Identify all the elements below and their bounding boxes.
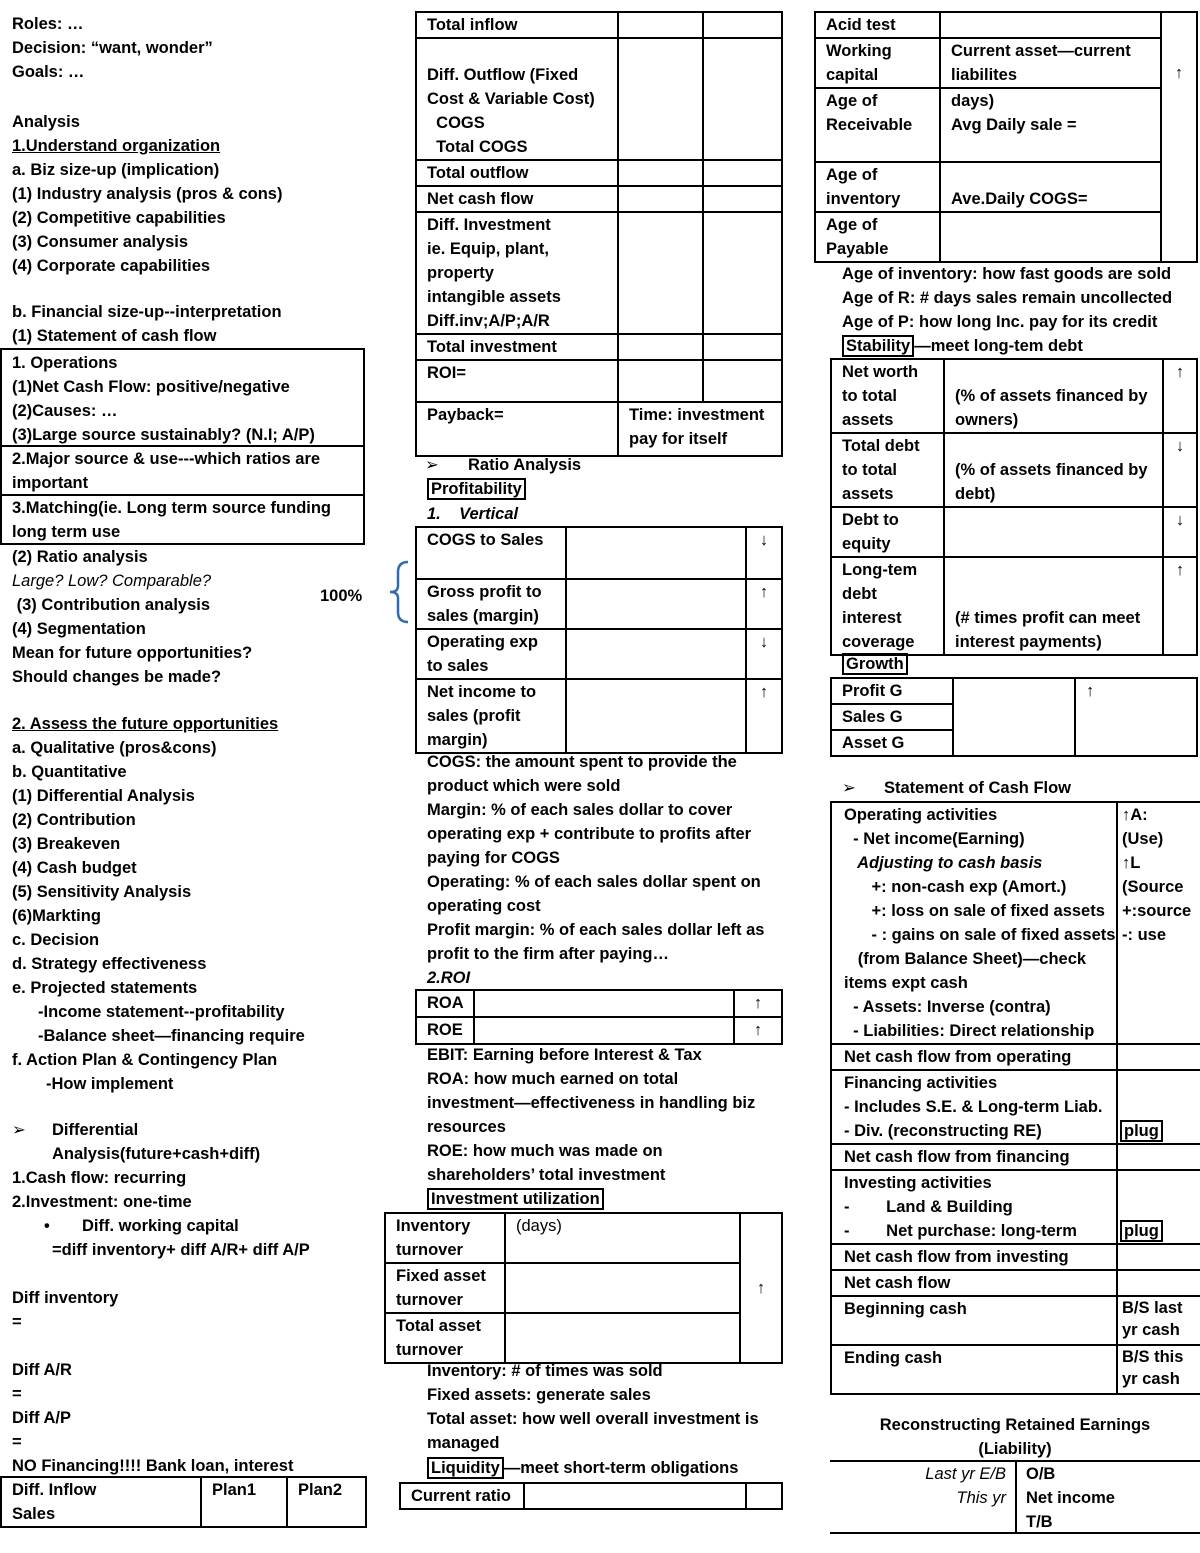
ratio-label: COGS to Sales (416, 527, 566, 579)
outline-line: a. Biz size-up (implication) (12, 161, 220, 179)
profitability-label: Profitability (427, 478, 526, 500)
note-line: Total asset: how well overall investment is (427, 1410, 759, 1428)
liq-label: Age of Receivable (815, 88, 940, 162)
pointer-icon: ➢ (842, 779, 856, 797)
stab-label: Total debt to total assets (831, 433, 944, 507)
major-source-box (0, 445, 365, 496)
note-line: ROA: how much earned on total (427, 1070, 679, 1088)
note-line: operating exp + contribute to profits after (427, 825, 752, 843)
net-cash-flow: Net cash flow (831, 1270, 1117, 1296)
decision-line: Decision: “want, wonder” (12, 39, 213, 57)
retained-earnings-subtitle: (Liability) (978, 1440, 1052, 1458)
liq-label: Age of Payable (815, 212, 940, 262)
outline-line: Should changes be made? (12, 668, 222, 686)
cash-row-label: Total outflow (416, 160, 618, 186)
util-value: (days) (505, 1213, 740, 1263)
cash-flow-table (415, 11, 783, 457)
roi-label: ROI= (416, 360, 618, 402)
differential-heading: Differential (52, 1121, 139, 1139)
stab-value: (# times profit can meet interest payments) (944, 557, 1163, 655)
box-line: important (12, 474, 89, 492)
outline-line: (4) Segmentation (12, 620, 146, 638)
arrow-down-icon: ↓ (1163, 433, 1197, 507)
outline-line: 1.Cash flow: recurring (12, 1169, 187, 1187)
investing-activities: Investing activities - Land & Building - Net purchase: long-term (831, 1170, 1117, 1244)
arrow-up-icon: ↑ (1163, 557, 1197, 655)
note-line: Inventory: # of times was sold (427, 1362, 663, 1380)
note-line: Age of inventory: how fast goods are sold (842, 265, 1172, 283)
current-ratio-label: Current ratio (400, 1483, 524, 1509)
outline-line: Diff A/R (12, 1361, 72, 1379)
outline-line: (6)Markting (12, 907, 101, 925)
box-line: 2.Major source & use---which ratios are (12, 450, 321, 468)
cash-row-label: Total inflow (416, 12, 618, 38)
vertical-ratio-table (415, 526, 783, 754)
growth-label: Growth (842, 653, 908, 675)
outline-line: = (12, 1313, 22, 1331)
liquidity-note: —meet short-term obligations (503, 1459, 739, 1477)
plan-row-label: Diff. Inflow Sales (1, 1477, 201, 1527)
liq-value: days) Avg Daily sale = (940, 88, 1161, 162)
brace-icon (384, 560, 414, 624)
note-line: Fixed assets: generate sales (427, 1386, 651, 1404)
cash-flow-statement-table (830, 801, 1200, 1395)
liquidity-table (814, 11, 1198, 263)
note-line: EBIT: Earning before Interest & Tax (427, 1046, 702, 1064)
note-line: shareholders’ total investment (427, 1166, 666, 1184)
goals-line: Goals: … (12, 63, 85, 81)
liquidity-label: Liquidity (427, 1457, 504, 1479)
outline-line: e. Projected statements (12, 979, 198, 997)
outline-line: b. Financial size-up--interpretation (12, 303, 282, 321)
note-line: Operating: % of each sales dollar spent on (427, 873, 761, 891)
box-line: (2)Causes: … (12, 402, 118, 420)
note-line: investment—effectiveness in handling biz (427, 1094, 756, 1112)
roe-label: ROE (416, 1017, 474, 1044)
stability-table (830, 358, 1198, 656)
roles-line: Roles: … (12, 15, 84, 33)
outline-line: -Balance sheet—financing require (38, 1027, 305, 1045)
note-line: Margin: % of each sales dollar to cover (427, 801, 733, 819)
outline-line: b. Quantitative (12, 763, 127, 781)
outline-line: Large? Low? Comparable? (12, 572, 212, 590)
net-cash-investing: Net cash flow from investing (831, 1244, 1117, 1270)
outline-line: Mean for future opportunities? (12, 644, 253, 662)
ratio-label: Net income to sales (profit margin) (416, 679, 566, 753)
ratio-label: Gross profit to sales (margin) (416, 579, 566, 629)
investment-utilization-label: Investment utilization (427, 1188, 604, 1210)
cash-row-label: Total investment (416, 334, 618, 360)
box-line: 1. Operations (12, 354, 118, 372)
outline-line: (2) Competitive capabilities (12, 209, 226, 227)
ending-cash: Ending cash (831, 1345, 1117, 1394)
re-right-label: T/B (1026, 1513, 1053, 1531)
t-account-divider (1015, 1460, 1017, 1532)
outline-line: (1) Differential Analysis (12, 787, 195, 805)
outline-line: (1) Industry analysis (pros & cons) (12, 185, 283, 203)
box-line: 3.Matching(ie. Long term source funding (12, 499, 332, 517)
current-ratio-table (399, 1482, 783, 1510)
arrow-up-icon: ↑ (740, 1213, 782, 1363)
liq-value: Ave.Daily COGS= (940, 162, 1161, 212)
note-line: Profit margin: % of each sales dollar left as (427, 921, 765, 939)
plug-label: plug (1120, 1120, 1163, 1142)
plug-cell (1117, 1070, 1200, 1144)
outline-line: (2) Ratio analysis (12, 548, 148, 566)
plan-table (0, 1476, 367, 1528)
ending-cash-note: B/S this yr cash (1117, 1345, 1200, 1394)
retained-earnings-title: Reconstructing Retained Earnings (879, 1416, 1151, 1434)
note-line: Age of R: # days sales remain uncollected (842, 289, 1173, 307)
operating-activities: Operating activities - Net income(Earning) Adjusting to cash basis +: non-cash exp (Amort.) +: loss on sale of fixed assets - : gains on sale of fixed assets (from Balance Sheet)—check items expt cash - Assets: Inverse (contra) - Liabilities: Direct relationship (831, 802, 1117, 1044)
net-cash-financing: Net cash flow from financing (831, 1144, 1117, 1170)
vertical-label: 1. Vertical (427, 505, 519, 523)
beginning-cash: Beginning cash (831, 1296, 1117, 1345)
arrow-down-icon: ↓ (746, 527, 782, 579)
re-right-label: Net income (1026, 1489, 1115, 1507)
stability-label: Stability (842, 335, 914, 357)
outline-line: Diff inventory (12, 1289, 119, 1307)
payback-note: Time: investment pay for itself (618, 402, 782, 456)
note-line: managed (427, 1434, 500, 1452)
box-line: long term use (12, 523, 121, 541)
outline-line: (3) Consumer analysis (12, 233, 189, 251)
growth-row-label: Profit G (831, 678, 953, 704)
note-line: resources (427, 1118, 506, 1136)
arrow-down-icon: ↓ (746, 629, 782, 679)
roi-section-label: 2.ROI (427, 969, 471, 987)
plan1-header: Plan1 (201, 1477, 287, 1527)
arrow-up-icon: ↑ (746, 679, 782, 753)
outline-line: (3) Contribution analysis (12, 596, 211, 614)
outline-line: -Income statement--profitability (38, 1003, 285, 1021)
outline-line: a. Qualitative (pros&cons) (12, 739, 217, 757)
re-right-label: O/B (1026, 1465, 1056, 1483)
note-line: paying for COGS (427, 849, 560, 867)
outline-line: -How implement (46, 1075, 174, 1093)
outline-line: (4) Corporate capabilities (12, 257, 211, 275)
util-label: Fixed asset turnover (385, 1263, 505, 1313)
outline-line: c. Decision (12, 931, 100, 949)
liq-label: Age of inventory (815, 162, 940, 212)
note-line: COGS: the amount spent to provide the (427, 753, 737, 771)
stab-label: Debt to equity (831, 507, 944, 557)
roa-label: ROA (416, 990, 474, 1017)
outline-line: (3) Breakeven (12, 835, 121, 853)
utilization-table (384, 1212, 783, 1364)
liq-label: Acid test (815, 12, 940, 38)
bullet-icon: • (44, 1217, 50, 1235)
outline-line: Analysis(future+cash+diff) (52, 1145, 261, 1163)
arrow-up-icon: ↑ (734, 990, 782, 1017)
analysis-heading: Analysis (12, 113, 80, 131)
util-label: Total asset turnover (385, 1313, 505, 1363)
arrow-up-icon: ↑ (1075, 678, 1197, 756)
plug-label: plug (1120, 1220, 1163, 1242)
arrow-up-icon: ↑ (746, 579, 782, 629)
matching-box (0, 494, 365, 545)
note-line: Age of P: how long Inc. pay for its credit (842, 313, 1158, 331)
ratio-label: Operating exp to sales (416, 629, 566, 679)
growth-row-label: Asset G (831, 730, 953, 756)
note-line: product which were sold (427, 777, 621, 795)
outline-line: NO Financing!!!! Bank loan, interest (12, 1457, 294, 1475)
pointer-icon: ➢ (425, 456, 439, 474)
outline-line: Diff A/P (12, 1409, 71, 1427)
roi-table (415, 989, 783, 1045)
pointer-icon: ➢ (12, 1121, 26, 1139)
outline-line: d. Strategy effectiveness (12, 955, 207, 973)
outline-line: (1) Statement of cash flow (12, 327, 217, 345)
operations-box (0, 348, 365, 447)
outline-line: = (12, 1385, 22, 1403)
net-cash-operating: Net cash flow from operating (831, 1044, 1117, 1070)
plan2-header: Plan2 (287, 1477, 366, 1527)
beginning-cash-note: B/S last yr cash (1117, 1296, 1200, 1345)
stab-label: Net worth to total assets (831, 359, 944, 433)
t-account-bottom-rule (830, 1532, 1200, 1534)
payback-label: Payback= (416, 402, 618, 456)
outline-line: Diff. working capital (82, 1217, 239, 1235)
arrow-down-icon: ↓ (1163, 507, 1197, 557)
operating-side-notes: ↑A: (Use) ↑L (Source +:source -: use (1117, 802, 1200, 1044)
arrow-up-icon: ↑ (1163, 359, 1197, 433)
stab-label: Long-tem debt interest coverage (831, 557, 944, 655)
outline-line: = (12, 1433, 22, 1451)
arrow-up-icon: ↑ (1161, 12, 1197, 262)
outline-line: =diff inventory+ diff A/R+ diff A/P (52, 1241, 310, 1259)
liq-value: Current asset—current liabilites (940, 38, 1161, 88)
cash-row-label: Diff. Investment ie. Equip, plant, property intangible assets Diff.inv;A/P;A/R (416, 212, 618, 334)
note-line: operating cost (427, 897, 541, 915)
box-line: (1)Net Cash Flow: positive/negative (12, 378, 290, 396)
re-left-label: Last yr E/B (925, 1465, 1006, 1483)
plug-cell (1117, 1170, 1200, 1244)
box-line: (3)Large source sustainably? (N.I; A/P) (12, 426, 315, 444)
liq-label: Working capital (815, 38, 940, 88)
ratio-analysis-heading: Ratio Analysis (468, 456, 582, 474)
growth-row-label: Sales G (831, 704, 953, 730)
stab-value: (% of assets financed by debt) (944, 433, 1163, 507)
util-label: Inventory turnover (385, 1213, 505, 1263)
stability-note: —meet long-tem debt (914, 337, 1083, 355)
outline-line: 2.Investment: one-time (12, 1193, 192, 1211)
outline-line: (2) Contribution (12, 811, 136, 829)
cash-row-label: Diff. Outflow (Fixed Cost & Variable Cost) COGS Total COGS (416, 38, 618, 160)
note-line: profit to the firm after paying… (427, 945, 670, 963)
assess-heading: 2. Assess the future opportunities (12, 715, 279, 733)
cash-flow-statement-heading: Statement of Cash Flow (884, 779, 1072, 797)
outline-line: f. Action Plan & Contingency Plan (12, 1051, 278, 1069)
cash-row-label: Net cash flow (416, 186, 618, 212)
percent-label: 100% (320, 587, 363, 605)
outline-line: (5) Sensitivity Analysis (12, 883, 192, 901)
financing-activities: Financing activities - Includes S.E. & Long-term Liab. - Div. (reconstructing RE) (831, 1070, 1117, 1144)
re-left-label: This yr (956, 1489, 1006, 1507)
understand-org-heading: 1.Understand organization (12, 137, 221, 155)
growth-table (830, 677, 1198, 757)
note-line: ROE: how much was made on (427, 1142, 663, 1160)
arrow-up-icon: ↑ (734, 1017, 782, 1044)
stab-value: (% of assets financed by owners) (944, 359, 1163, 433)
outline-line: (4) Cash budget (12, 859, 137, 877)
